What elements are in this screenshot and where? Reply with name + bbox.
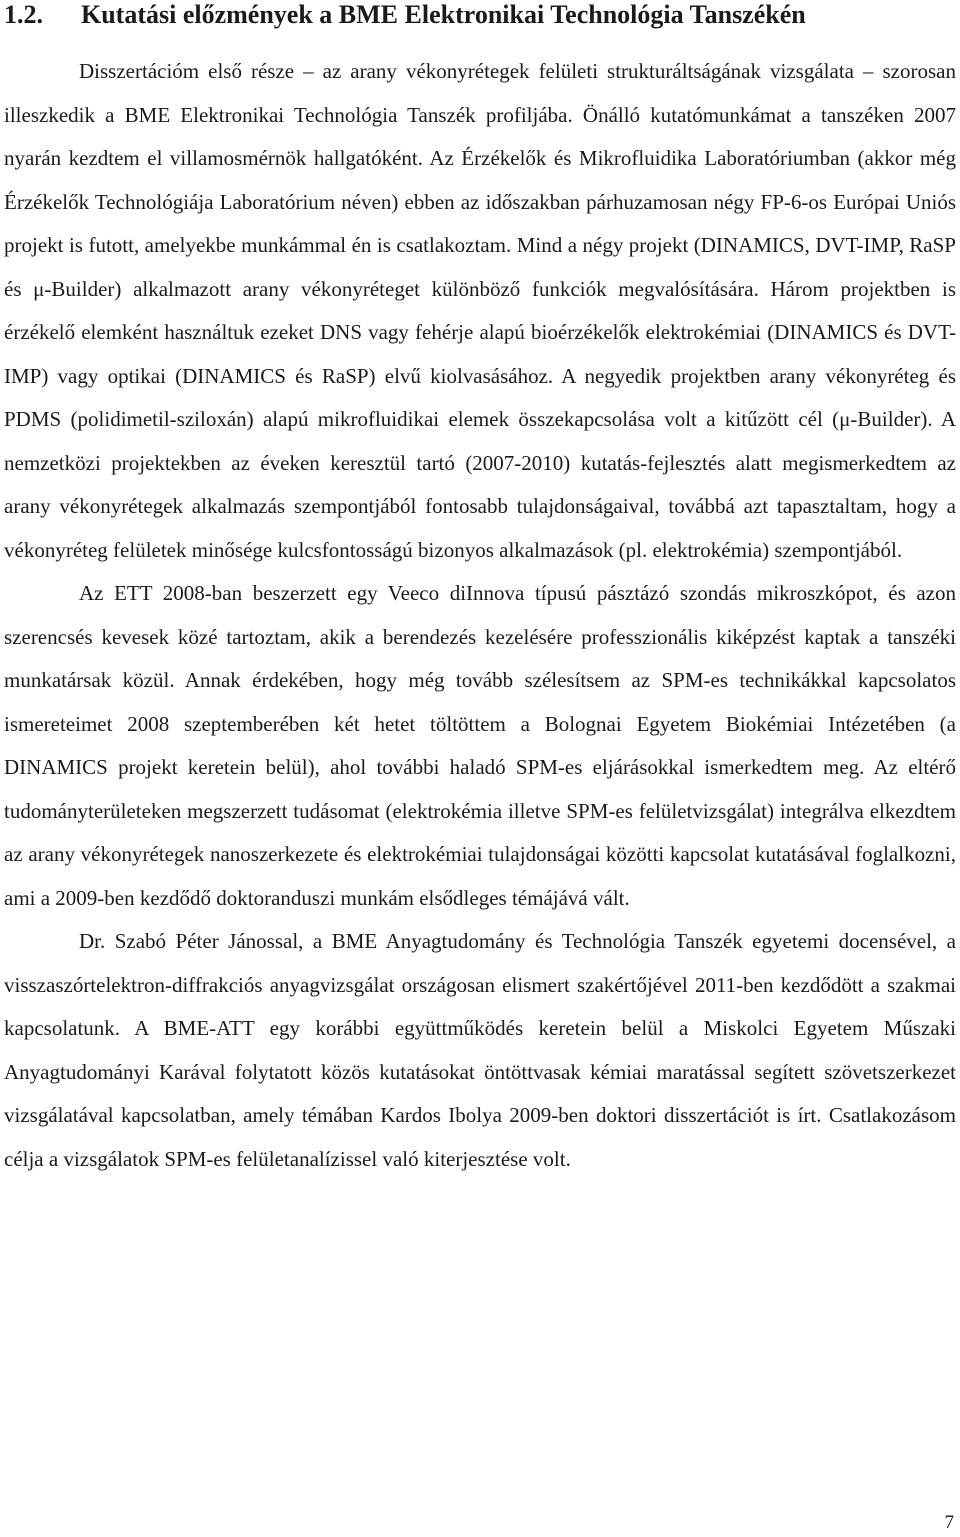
paragraph-2: Az ETT 2008-ban beszerzett egy Veeco diInnova típusú pásztázó szondás mikroszkópot, és azon szerencsés kevesek közé tartoztam, akik a berendezés kezelésére professzionális kiképzést kaptak a tanszéki munkatársak közül. Annak érdekében, hogy még tovább szélesítsem az SPM-es technikákkal kapcsolatos ismereteimet 2008 szeptemberében két hetet töltöttem a Bolognai Egyetem Biokémiai Intézetében (a DINAMICS projekt keretein belül), ahol további haladó SPM-es eljárásokkal ismerkedtem meg. Az eltérő tudományterületeken megszerzett tudásomat (elektrokémia illetve SPM-es felületvizsgálat) integrálva elkezdtem az arany vékonyrétegek nanoszerkezete és elektrokémiai tulajdonságai közötti kapcsolat kutatásával foglalkozni, ami a 2009-ben kezdődő doktoranduszi munkám elsődleges témájává vált.: [4, 581, 956, 910]
section-number: 1.2.: [4, 0, 43, 29]
paragraph-1: Disszertációm első része – az arany vékonyrétegek felületi strukturáltságának vizsgálata – szorosan illeszkedik a BME Elektronikai Technológia Tanszék profiljába. Önálló kutatómunkámat a tanszéken 2007 nyarán kezdtem el villamosmérnök hallgatóként. Az Érzékelők és Mikrofluidika Laboratóriumban (akkor még Érzékelők Technológiája Laboratórium néven) ebben az időszakban párhuzamosan négy FP-6-os Európai Uniós projekt is futott, amelyekbe munkámmal én is csatlakoztam. Mind a négy projekt (DINAMICS, DVT-IMP, RaSP és μ-Builder) alkalmazott arany vékonyréteget különböző funkciók megvalósítására. Három projektben is érzékelő elemként használtuk ezeket DNS vagy fehérje alapú bioérzékelők elektrokémiai (DINAMICS és DVT-IMP) vagy optikai (DINAMICS és RaSP) elvű kiolvasásához. A negyedik projektben arany vékonyréteg és PDMS (polidimetil-sziloxán) alapú mikrofluidikai elemek összekapcsolása volt a kitűzött cél (μ-Builder). A nemzetközi projektekben az éveken keresztül tartó (2007-2010) kutatás-fejlesztés alatt megismerkedtem az arany vékonyrétegek alkalmazás szempontjából fontosabb tulajdonságaival, továbbá azt tapasztaltam, hogy a vékonyréteg felületek minősége kulcsfontosságú bizonyos alkalmazások (pl. elektrokémia) szempontjából.: [4, 59, 956, 562]
body-text: [4, 50, 956, 1181]
section-heading: [4, 0, 954, 32]
section-title: Kutatási előzmények a BME Elektronikai Technológia Tanszékén: [81, 0, 806, 29]
paragraph-3: Dr. Szabó Péter Jánossal, a BME Anyagtudomány és Technológia Tanszék egyetemi docensével, a visszaszórtelektron-diffrakciós anyagvizsgálat országosan elismert szakértőjével 2011-ben kezdődött a szakmai kapcsolatunk. A BME-ATT egy korábbi együttműködés keretein belül a Miskolci Egyetem Műszaki Anyagtudományi Karával folytatott közös kutatásokat öntöttvasak kémiai maratással segített szövetszerkezet vizsgálatával kapcsolatban, amely témában Kardos Ibolya 2009-ben doktori disszertációt is írt. Csatlakozásom célja a vizsgálatok SPM-es felületanalízissel való kiterjesztése volt.: [4, 929, 956, 1171]
page-number: 7: [944, 1512, 954, 1533]
